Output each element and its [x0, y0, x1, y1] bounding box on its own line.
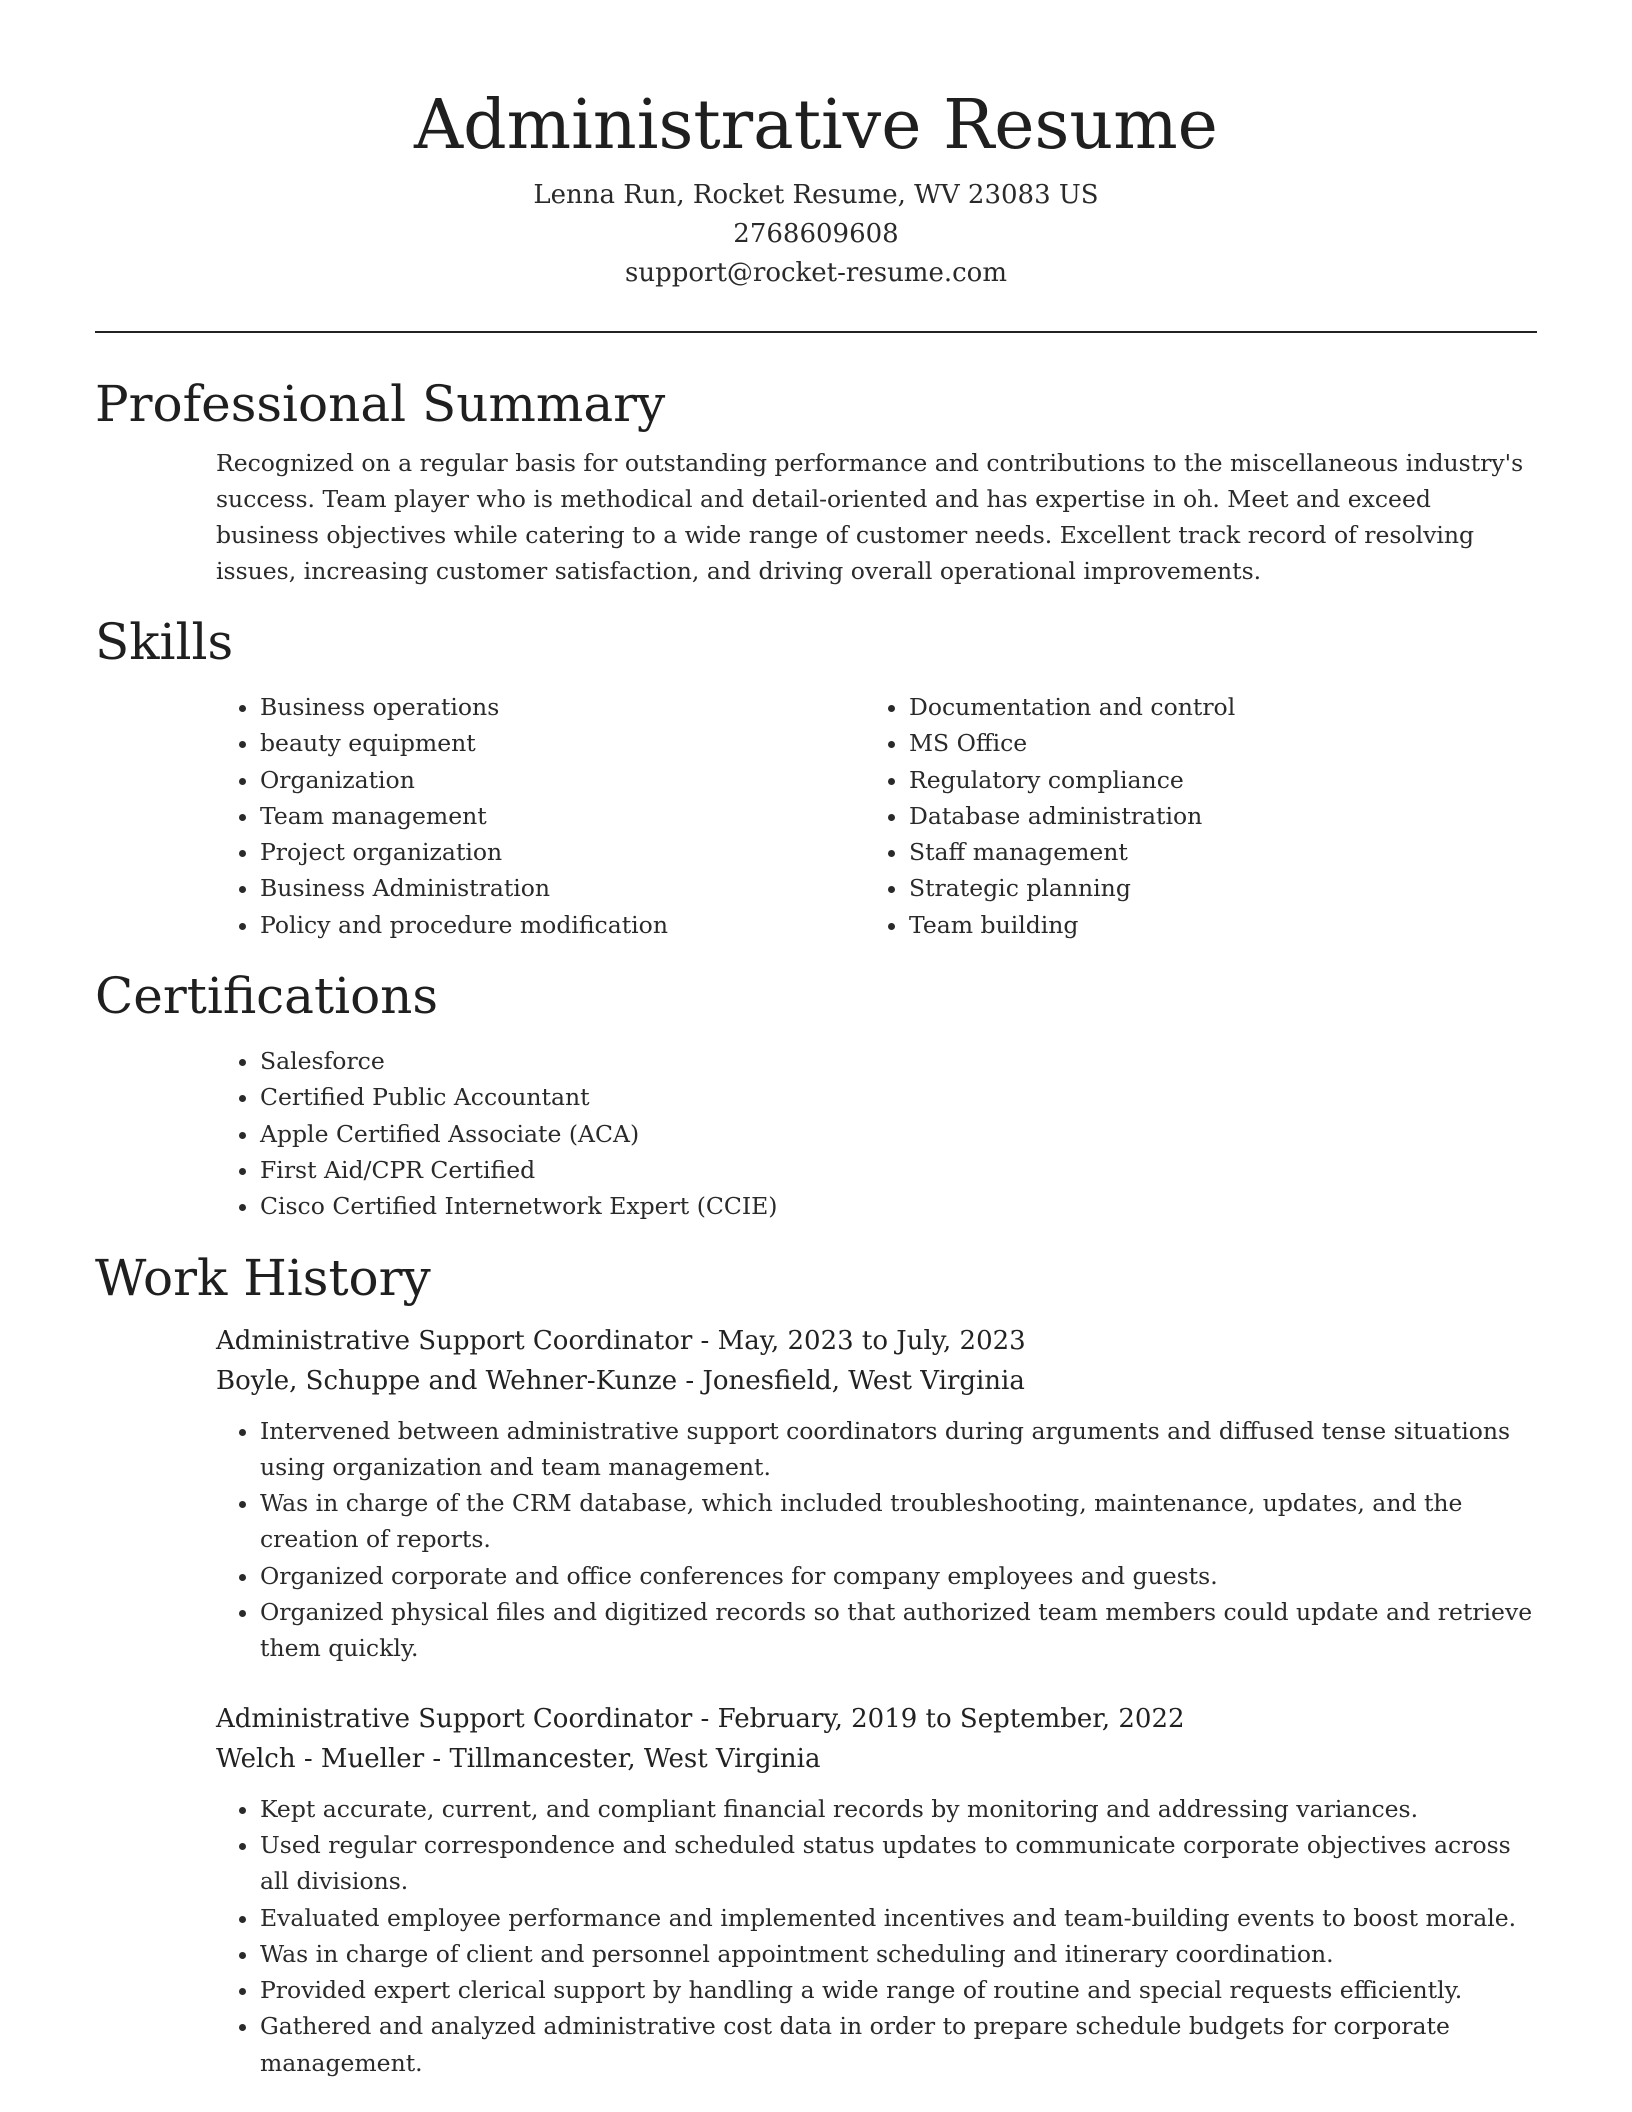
certifications-list	[95, 1043, 1537, 1224]
skill-item: • Strategic planning	[909, 870, 1395, 906]
certification-item: • First Aid/CPR Certified	[260, 1152, 1537, 1188]
skills-column-left	[95, 689, 745, 943]
skill-item: • Documentation and control	[909, 689, 1395, 725]
skills-column-right	[745, 689, 1395, 943]
job-company-location: Welch - Mueller - Tillmancester, West Virginia	[216, 1743, 821, 1774]
certification-item: • Cisco Certified Internetwork Expert (CCIE)	[260, 1188, 1537, 1224]
certification-item: • Certified Public Accountant	[260, 1079, 1537, 1115]
skill-item: • Regulatory compliance	[909, 762, 1395, 798]
work-history-heading: Work History	[95, 1248, 431, 1307]
skill-item: • Business Administration	[260, 870, 745, 906]
job-bullet: • Organized physical files and digitized records so that authorized team members could update and retrieve them quickly.	[260, 1594, 1537, 1667]
resume-page	[95, 0, 1537, 2081]
skills-heading: Skills	[95, 613, 234, 671]
skill-item: • Team building	[909, 907, 1395, 943]
skill-item: • beauty equipment	[260, 725, 745, 761]
summary-text: Recognized on a regular basis for outstanding performance and contributions to the miscellaneous industry's success. Team player who is methodical and detail-oriented and has expertise in oh. Meet and exceed business objectives while catering to a wide range of customer needs. Excellent track record of resolving issues, increasing customer satisfaction, and driving overall operational improvements.	[216, 449, 1524, 585]
certifications-heading: Certifications	[95, 967, 439, 1026]
skill-item: • Database administration	[909, 798, 1395, 834]
skill-item: • Policy and procedure modification	[260, 907, 745, 943]
resume-title: Administrative Resume	[414, 86, 1218, 165]
certification-item: • Salesforce	[260, 1043, 1537, 1079]
contact-email: support@rocket-resume.com	[624, 258, 1007, 288]
job-bullet: • Gathered and analyzed administrative cost data in order to prepare schedule budgets for corporate management.	[260, 2008, 1537, 2081]
summary-heading: Professional Summary	[95, 375, 666, 433]
job-bullet: • Evaluated employee performance and implemented incentives and team-building events to boost morale.	[260, 1900, 1537, 1936]
job-bullet: • Was in charge of the CRM database, which included troubleshooting, maintenance, updates, and the creation of reports.	[260, 1485, 1537, 1558]
skill-item: • Team management	[260, 798, 745, 834]
skills-list	[95, 689, 1537, 943]
contact-address: Lenna Run, Rocket Resume, WV 23083 US	[533, 180, 1099, 210]
skill-item: • MS Office	[909, 725, 1395, 761]
skill-item: • Organization	[260, 762, 745, 798]
skill-item: • Project organization	[260, 834, 745, 870]
job-bullet: • Provided expert clerical support by handling a wide range of routine and special requests efficiently.	[260, 1972, 1537, 2008]
job-bullet: • Was in charge of client and personnel appointment scheduling and itinerary coordination.	[260, 1936, 1537, 1972]
job-company-location: Boyle, Schuppe and Wehner-Kunze - Jonesfield, West Virginia	[216, 1365, 1025, 1396]
job-bullet: • Intervened between administrative support coordinators during arguments and diffused tense situations using organization and team management.	[260, 1413, 1537, 1486]
certification-item: • Apple Certified Associate (ACA)	[260, 1116, 1537, 1152]
job-title-dates: Administrative Support Coordinator - May, 2023 to July, 2023	[216, 1325, 1026, 1356]
contact-block	[95, 176, 1537, 293]
contact-phone: 2768609608	[733, 219, 899, 249]
job-bullet: • Kept accurate, current, and compliant financial records by monitoring and addressing variances.	[260, 1791, 1537, 1827]
job-entry	[216, 1321, 1537, 1667]
skill-item: • Staff management	[909, 834, 1395, 870]
job-entry	[216, 1699, 1537, 2081]
skill-item: • Business operations	[260, 689, 745, 725]
job-bullet: • Organized corporate and office conferences for company employees and guests.	[260, 1558, 1537, 1594]
job-title-dates: Administrative Support Coordinator - February, 2019 to September, 2022	[216, 1703, 1185, 1734]
header-divider	[95, 331, 1537, 333]
job-bullet: • Used regular correspondence and scheduled status updates to communicate corporate objectives across all divisions.	[260, 1827, 1537, 1900]
